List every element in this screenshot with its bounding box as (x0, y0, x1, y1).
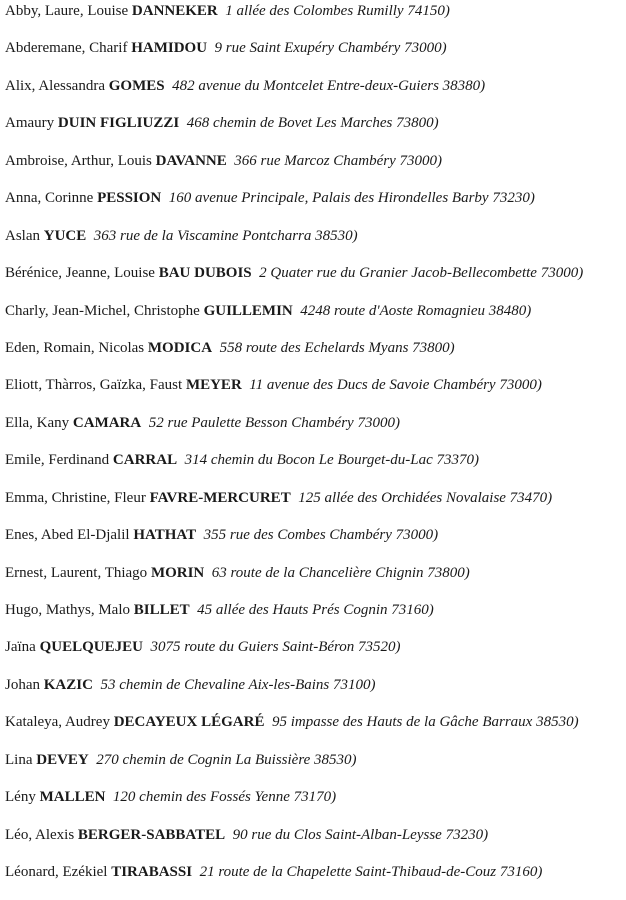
address: 3075 route du Guiers Saint-Béron 73520) (150, 639, 401, 656)
list-item (5, 375, 583, 412)
surname: BILLET (133, 602, 190, 618)
address: 314 chemin du Bocon Le Bourget-du-Lac 73370) (184, 452, 479, 469)
name-address-list (5, 1, 583, 900)
address: 120 chemin des Fossés Yenne 73170) (112, 789, 337, 806)
address: 1 allée des Colombes Rumilly 74150) (225, 3, 450, 19)
list-item (5, 787, 583, 824)
address: 21 route de la Chapelette Saint-Thibaud-de-Couz 73160) (199, 864, 543, 881)
list-item (5, 263, 583, 300)
surname: TIRABASSI (111, 864, 193, 881)
list-item (5, 600, 583, 637)
given-names: Bérénice, Jeanne, Louise (5, 265, 155, 282)
surname: HATHAT (133, 527, 197, 544)
given-names: Abderemane, Charif (5, 40, 128, 57)
surname: DEVEY (36, 751, 89, 768)
list-item (5, 712, 583, 749)
address: 95 impasse des Hauts de la Gâche Barraux 38530) (271, 714, 579, 731)
list-item (5, 750, 583, 787)
given-names: Lény (5, 789, 36, 806)
address: 355 rue des Combes Chambéry 73000) (203, 527, 439, 544)
address: 125 allée des Orchidées Novalaise 73470) (298, 489, 553, 506)
list-item (5, 413, 583, 450)
list-item (5, 113, 583, 150)
list-item (5, 675, 583, 712)
given-names: Abby, Laure, Louise (5, 3, 129, 19)
list-item (5, 450, 583, 487)
given-names: Anna, Corinne (5, 190, 94, 207)
surname: MEYER (185, 377, 242, 394)
address: 558 route des Echelards Myans 73800) (219, 339, 455, 356)
list-item (5, 862, 583, 899)
given-names: Hugo, Mathys, Malo (5, 602, 130, 618)
given-names: Kataleya, Audrey (5, 714, 110, 731)
given-names: Léo, Alexis (5, 826, 75, 843)
given-names: Eliott, Thàrros, Gaïzka, Faust (5, 377, 183, 394)
given-names: Emile, Ferdinand (5, 452, 110, 469)
address: 45 allée des Hauts Prés Cognin 73160) (197, 602, 434, 618)
given-names: Amaury (5, 115, 55, 132)
surname: DECAYEUX LÉGARÉ (113, 714, 265, 731)
surname: BAU DUBOIS (158, 265, 252, 282)
address: 63 route de la Chancelière Chignin 73800) (211, 564, 470, 581)
surname: MODICA (147, 339, 213, 356)
address: 90 rue du Clos Saint-Alban-Leysse 73230) (232, 826, 489, 843)
given-names: Ella, Kany (5, 414, 70, 431)
list-item (5, 488, 583, 525)
surname: DAVANNE (155, 152, 227, 169)
given-names: Léonard, Ezékiel (5, 864, 108, 881)
list-item (5, 338, 583, 375)
address: 270 chemin de Cognin La Buissière 38530) (96, 751, 357, 768)
list-item (5, 563, 583, 600)
address: 4248 route d'Aoste Romagnieu 38480) (300, 302, 532, 319)
list-item (5, 76, 583, 113)
surname: KAZIC (43, 676, 93, 693)
surname: GUILLEMIN (203, 302, 293, 319)
address: 9 rue Saint Exupéry Chambéry 73000) (214, 40, 447, 57)
surname: CAMARA (72, 414, 142, 431)
surname: BERGER-SABBATEL (77, 826, 226, 843)
address: 52 rue Paulette Besson Chambéry 73000) (148, 414, 400, 431)
surname: FAVRE-MERCURET (149, 489, 291, 506)
surname: PESSION (97, 190, 162, 207)
address: 160 avenue Principale, Palais des Hirondelles Barby 73230) (168, 190, 535, 207)
list-item (5, 301, 583, 338)
list-item (5, 525, 583, 562)
given-names: Lina (5, 751, 33, 768)
surname: YUCE (43, 227, 87, 244)
list-item (5, 226, 583, 263)
given-names: Alix, Alessandra (5, 77, 105, 94)
address: 53 chemin de Chevaline Aix-les-Bains 73100) (100, 676, 376, 693)
given-names: Johan (5, 676, 40, 693)
given-names: Charly, Jean-Michel, Christophe (5, 302, 200, 319)
surname: GOMES (108, 77, 165, 94)
given-names: Ambroise, Arthur, Louis (5, 152, 152, 169)
address: 11 avenue des Ducs de Savoie Chambéry 73000) (249, 377, 542, 394)
address: 363 rue de la Viscamine Pontcharra 38530) (93, 227, 358, 244)
list-item (5, 38, 583, 75)
list-item (5, 825, 583, 862)
address: 468 chemin de Bovet Les Marches 73800) (186, 115, 439, 132)
surname: DANNEKER (131, 3, 218, 19)
address: 482 avenue du Montcelet Entre-deux-Guiers 38380) (172, 77, 486, 94)
list-item (5, 637, 583, 674)
surname: DUIN FIGLIUZZI (57, 115, 180, 132)
surname: HAMIDOU (131, 40, 208, 57)
given-names: Enes, Abed El-Djalil (5, 527, 130, 544)
address: 366 rue Marcoz Chambéry 73000) (234, 152, 443, 169)
address: 2 Quater rue du Granier Jacob-Bellecombette 73000) (259, 265, 584, 282)
surname: MALLEN (39, 789, 106, 806)
given-names: Eden, Romain, Nicolas (5, 339, 145, 356)
list-item (5, 188, 583, 225)
given-names: Aslan (5, 227, 40, 244)
list-item (5, 151, 583, 188)
given-names: Emma, Christine, Fleur (5, 489, 146, 506)
given-names: Ernest, Laurent, Thiago (5, 564, 148, 581)
surname: MORIN (150, 564, 205, 581)
given-names: Jaïna (5, 639, 36, 656)
surname: QUELQUEJEU (39, 639, 143, 656)
list-item (5, 1, 583, 38)
surname: CARRAL (112, 452, 178, 469)
